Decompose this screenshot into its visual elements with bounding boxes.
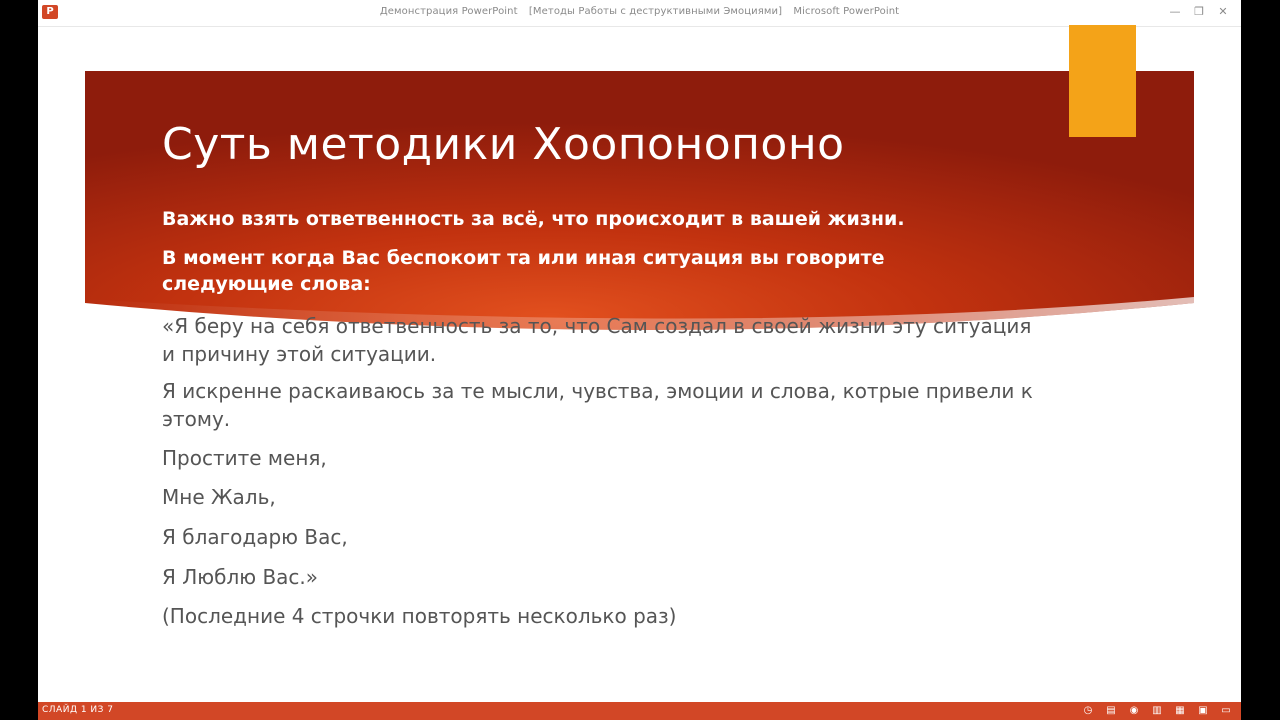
body-paragraph-7[interactable]: (Последние 4 строчки повторять несколько раз): [162, 604, 677, 628]
slide[interactable]: [38, 27, 1241, 702]
window-controls: [1163, 3, 1235, 21]
notes-icon[interactable]: ▤: [1106, 705, 1116, 716]
powerpoint-app-icon[interactable]: P: [42, 5, 58, 19]
slide-counter: СЛАЙД 1 ИЗ 7: [42, 705, 114, 715]
slideshow-icon[interactable]: ▭: [1221, 705, 1231, 716]
timer-icon[interactable]: ◷: [1083, 705, 1093, 716]
powerpoint-window: [38, 0, 1241, 720]
window-title-part: [Методы Работы с деструктивными Эмоциями]: [528, 6, 783, 17]
window-title-part: Демонстрация PowerPoint: [379, 6, 518, 17]
body-paragraph-5[interactable]: Я благодарю Вас,: [162, 525, 348, 549]
body-paragraph-1[interactable]: «Я беру на себя ответвенность за то, что Сам создал в своей жизни эту ситуация и причину этой ситуации.: [162, 314, 1032, 366]
minimize-button[interactable]: —: [1169, 5, 1181, 18]
status-bar: [38, 702, 1241, 720]
body-paragraph-4[interactable]: Мне Жаль,: [162, 485, 276, 509]
accent-rectangle: [1069, 25, 1136, 137]
window-title: [38, 6, 1241, 17]
close-button[interactable]: ✕: [1218, 5, 1228, 18]
slide-sorter-icon[interactable]: ▦: [1175, 705, 1185, 716]
body-paragraph-6[interactable]: Я Люблю Вас.»: [162, 565, 319, 589]
body-paragraph-3[interactable]: Простите меня,: [162, 446, 327, 470]
lead-text-2[interactable]: В момент когда Вас беспокоит та или иная ситуация вы говорите следующие слова:: [162, 247, 885, 295]
title-banner: [38, 27, 1241, 357]
title-bar: [38, 0, 1241, 27]
reading-view-icon[interactable]: ▣: [1198, 705, 1208, 716]
normal-view-icon[interactable]: ▥: [1152, 705, 1162, 716]
next-icon[interactable]: ◉: [1129, 705, 1139, 716]
status-icons: [1081, 704, 1233, 718]
window-title-part: Microsoft PowerPoint: [793, 6, 900, 17]
slide-title[interactable]: Суть методики Хоопонопоно: [162, 119, 845, 170]
body-paragraph-2[interactable]: Я искренне раскаиваюсь за те мысли, чувства, эмоции и слова, котрые привели к этому.: [162, 379, 1033, 431]
lead-text-1[interactable]: Важно взять ответвенность за всё, что происходит в вашей жизни.: [162, 208, 905, 230]
restore-button[interactable]: ❐: [1194, 5, 1204, 18]
